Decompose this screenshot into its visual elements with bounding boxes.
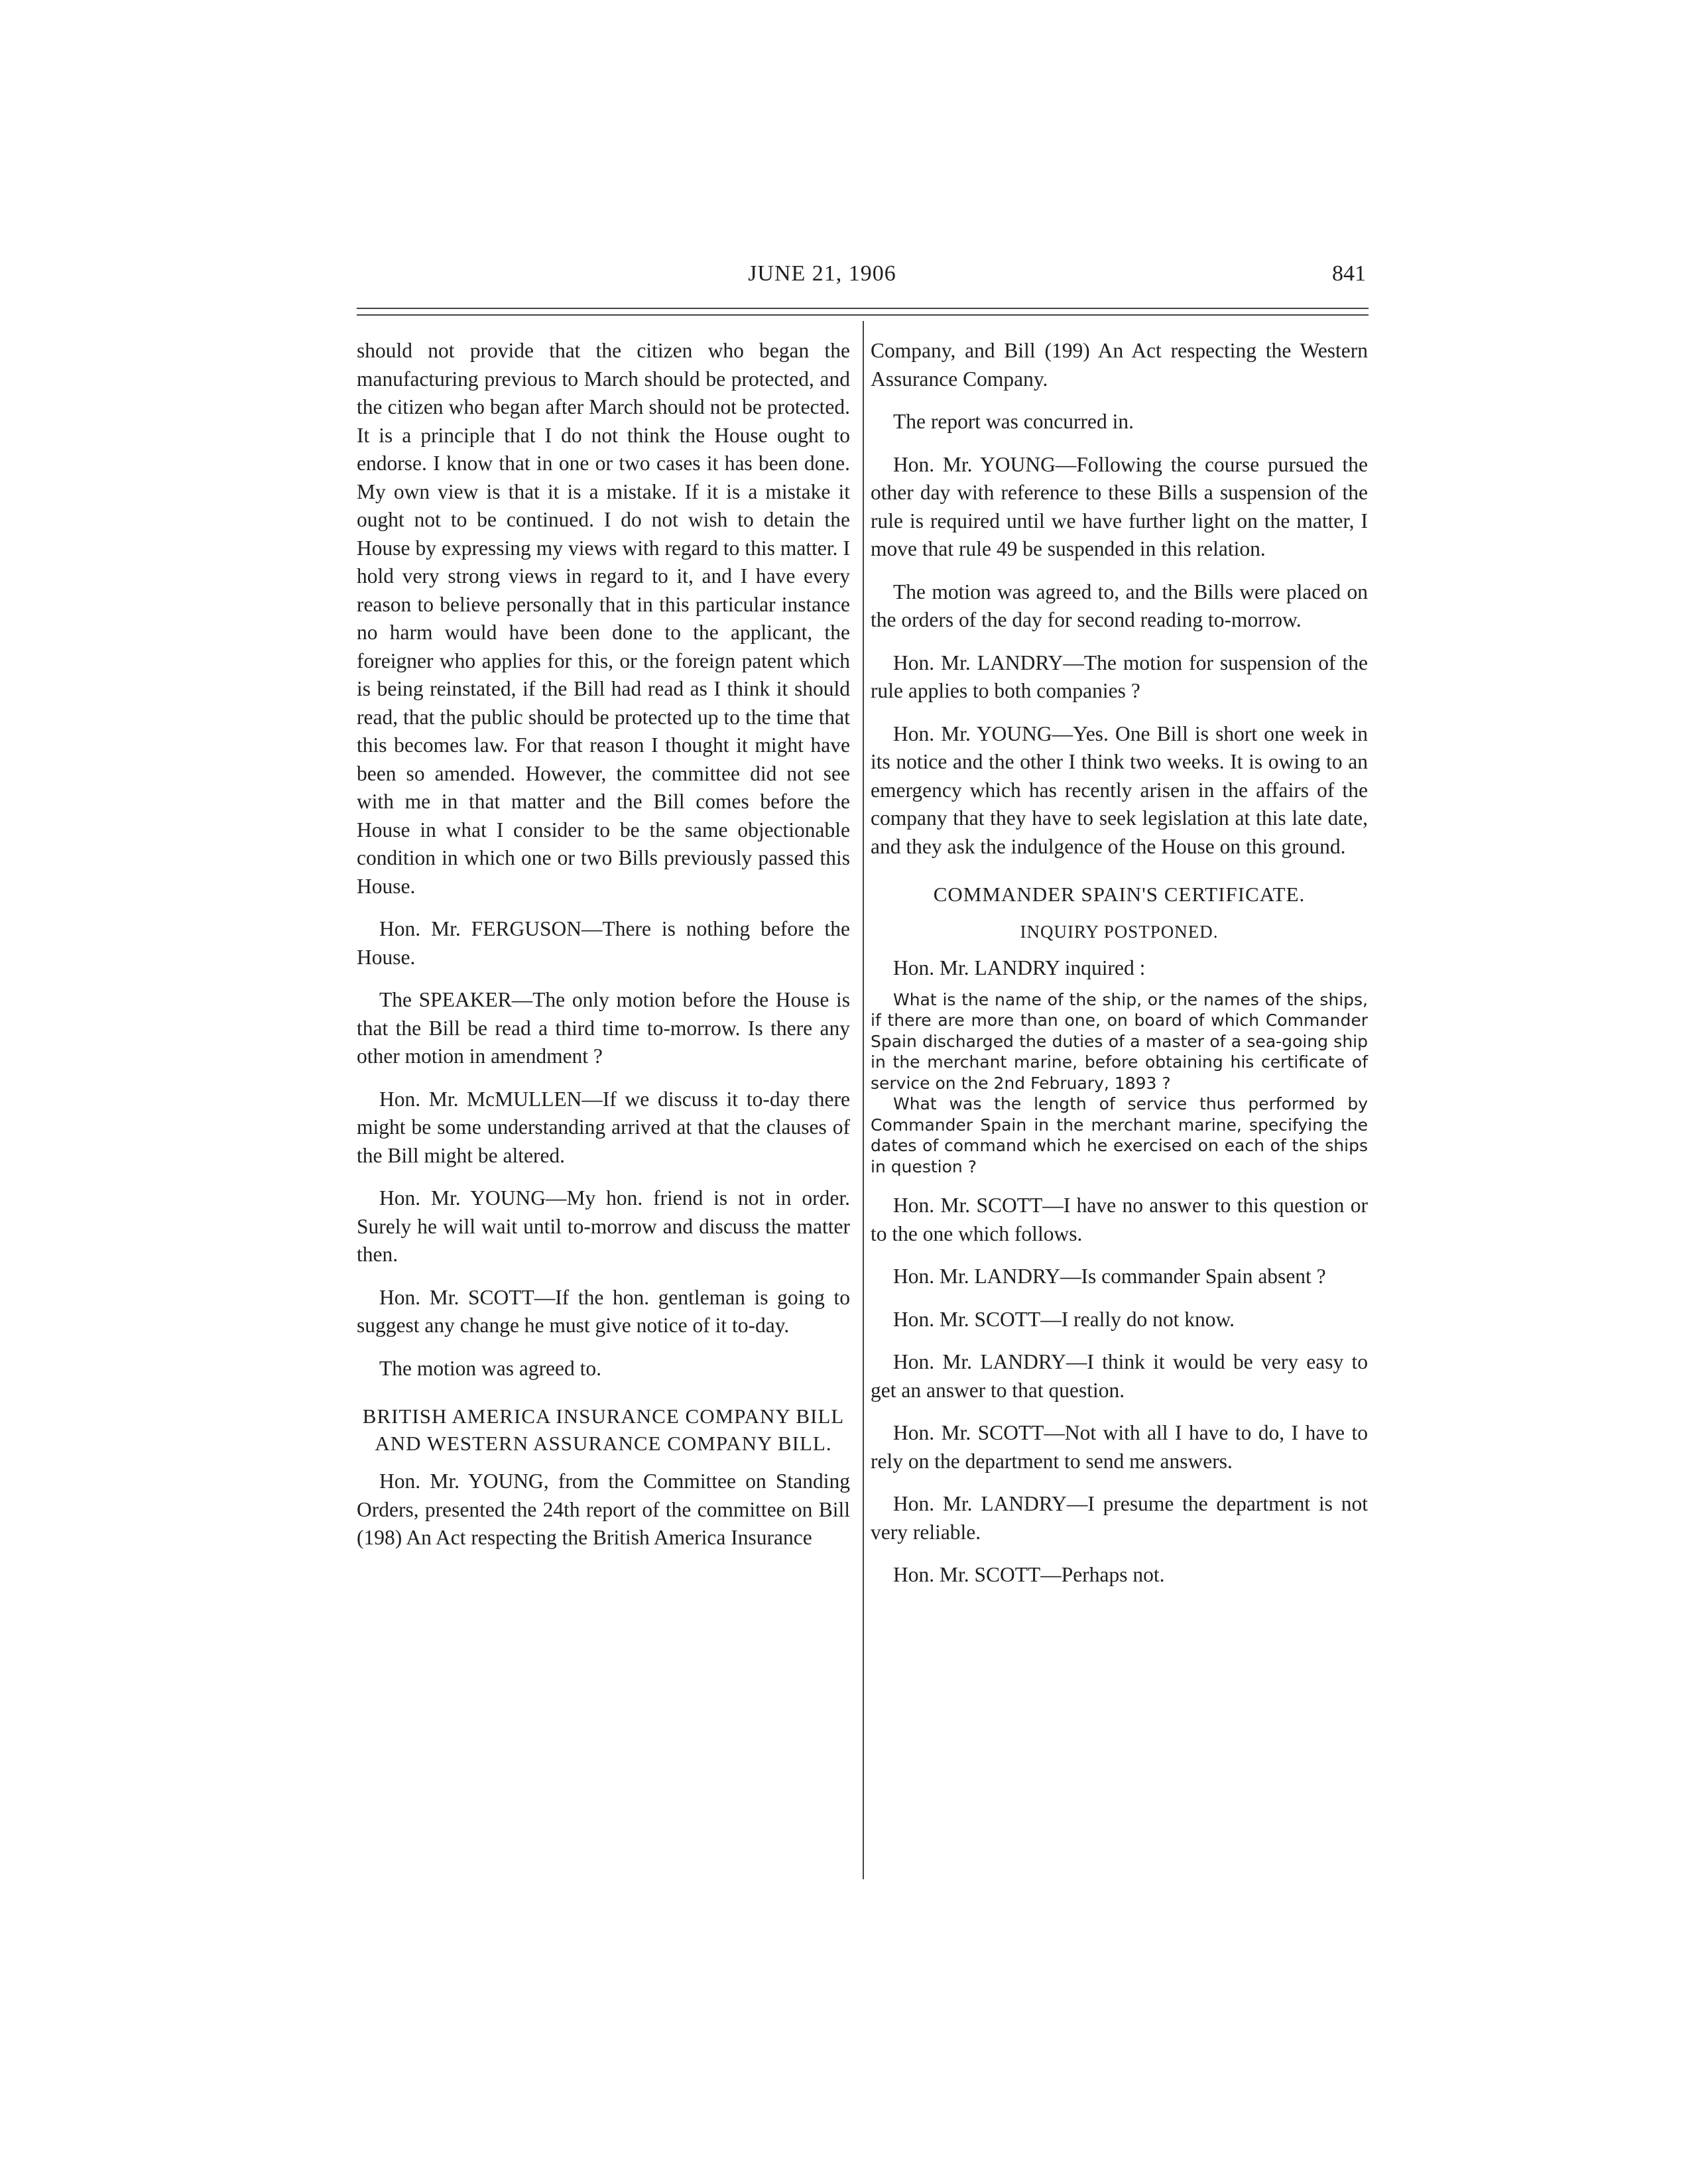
section-heading: COMMANDER SPAIN'S CERTIFICATE. <box>933 883 1306 906</box>
paragraph: Hon. Mr. SCOTT—If the hon. gentleman is going to suggest any change he must give notice of it to-day. <box>357 1285 850 1337</box>
paragraph: Hon. Mr. LANDRY—Is commander Spain absent ? <box>893 1265 1326 1288</box>
paragraph: The SPEAKER—The only motion before the House is that the Bill be read a third time to-morrow. Is there any other motion in amendment ? <box>357 988 850 1068</box>
paragraph: Hon. Mr. SCOTT—Not with all I have to do, I have to rely on the department to send me answers. <box>871 1421 1368 1473</box>
paragraph: Hon. Mr. YOUNG—My hon. friend is not in order. Surely he will wait until to-morrow and discuss the matter then. <box>357 1186 850 1266</box>
paragraph: Hon. Mr. SCOTT—I really do not know. <box>893 1307 1235 1331</box>
header-rule-bottom <box>357 314 1369 316</box>
column-divider <box>863 321 864 1879</box>
inquiry-question: What is the name of the ship, or the names of the ships, if there are more than one, on board of which Commander Spain discharged the duties of a master of a sea-going ship in the merchant marine, before obtaining his certificate of service on the 2nd February, 1893 ? <box>871 989 1368 1093</box>
paragraph: Hon. Mr. LANDRY inquired : <box>893 956 1146 979</box>
page-header-date: JUNE 21, 1906 <box>748 261 896 286</box>
paragraph: Hon. Mr. LANDRY—The motion for suspension of the rule applies to both companies ? <box>871 651 1368 702</box>
section-heading: BRITISH AMERICA INSURANCE COMPANY BILL AND WESTERN ASSURANCE COMPANY BILL. <box>362 1404 845 1455</box>
paragraph: Hon. Mr. YOUNG, from the Committee on Standing Orders, presented the 24th report of the committee on Bill (198) An Act respecting the British America Insurance <box>357 1469 850 1549</box>
paragraph: Hon. Mr. SCOTT—Perhaps not. <box>893 1563 1165 1586</box>
inquiry-question: What was the length of service thus performed by Commander Spain in the merchant marine, specifying the dates of command which he exercised on each of the ships in question ? <box>871 1094 1368 1176</box>
paragraph: The motion was agreed to. <box>379 1356 602 1380</box>
paragraph: Hon. Mr. YOUNG—Yes. One Bill is short one week in its notice and the other I think two weeks. It is owing to an emergency which has recently arisen in the affairs of the company that they have to seek legislation at this late date, and they ask the indulgence of the House on this ground. <box>871 721 1368 858</box>
paragraph: Hon. Mr. FERGUSON—There is nothing before the House. <box>357 917 850 969</box>
paragraph: Hon. Mr. McMULLEN—If we discuss it to-day there might be some understanding arrived at that the clauses of the Bill might be altered. <box>357 1087 850 1167</box>
inquiry-questions <box>871 989 1368 1178</box>
paragraph: The motion was agreed to, and the Bills were placed on the orders of the day for second reading to-morrow. <box>871 580 1368 631</box>
right-column <box>871 337 1368 1604</box>
paragraph: Company, and Bill (199) An Act respecting the Western Assurance Company. <box>871 339 1368 391</box>
section-subheading: INQUIRY POSTPONED. <box>1020 922 1219 942</box>
header-rule-top <box>357 308 1369 309</box>
paragraph: Hon. Mr. SCOTT—I have no answer to this question or to the one which follows. <box>871 1194 1368 1245</box>
paragraph: The report was concurred in. <box>893 410 1134 433</box>
paragraph: Hon. Mr. YOUNG—Following the course pursued the other day with reference to these Bills a suspension of the rule is required until we have further light on the matter, I move that rule 49 be suspended in this relation. <box>871 452 1368 560</box>
page-number: 841 <box>1332 261 1366 286</box>
paragraph: should not provide that the citizen who began the manufacturing previous to March should be protected, and the citizen who began after March should not be protected. It is a principle that I do not think the House ought to endorse. I know that in one or two cases it has been done. My own view is that it is a mistake. If it is a mistake it ought not to be continued. I do not wish to detain the House by expressing my views with regard to this matter. I hold very strong views in regard to it, and I have every reason to believe personally that in this particular instance no harm would have been done to the applicant, the foreigner who applies for this, or the foreign patent which is being reinstated, if the Bill had read as I think it should read, that the public should be protected up to the time that this becomes law. For that reason I thought it might have been so amended. However, the committee did not see with me in that matter and the Bill comes before the House in what I consider to be the same objectionable condition in which one or two Bills previously passed this House. <box>357 339 850 898</box>
left-column <box>357 337 850 1567</box>
paragraph: Hon. Mr. LANDRY—I think it would be very easy to get an answer to that question. <box>871 1350 1368 1402</box>
paragraph: Hon. Mr. LANDRY—I presume the department is not very reliable. <box>871 1492 1368 1544</box>
